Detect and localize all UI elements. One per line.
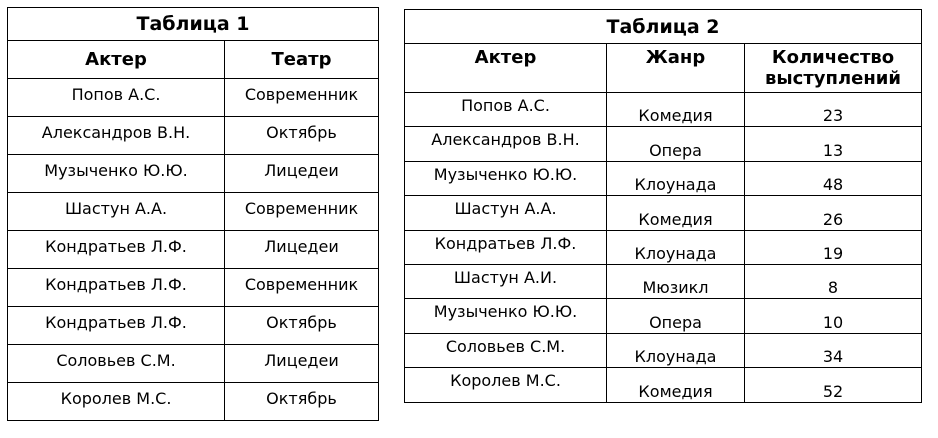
table-row bbox=[405, 196, 922, 230]
table-row bbox=[8, 117, 379, 155]
actor-cell: Попов А.С. bbox=[8, 79, 225, 117]
performances-cell: 8 bbox=[745, 264, 922, 298]
table-row bbox=[8, 79, 379, 117]
table2-header-genre: Жанр bbox=[607, 44, 745, 93]
actor-cell: Шастун А.И. bbox=[405, 264, 607, 298]
table2-header-actor: Актер bbox=[405, 44, 607, 93]
performances-cell: 48 bbox=[745, 161, 922, 195]
table-row bbox=[8, 383, 379, 421]
table-row bbox=[405, 264, 922, 298]
actors-genres-table bbox=[404, 9, 922, 403]
table-row bbox=[8, 231, 379, 269]
genre-cell: Комедия bbox=[607, 196, 745, 230]
performances-cell: 10 bbox=[745, 299, 922, 333]
actor-cell: Соловьев С.М. bbox=[8, 345, 225, 383]
actors-theatres-table bbox=[7, 7, 379, 421]
actor-cell: Музыченко Ю.Ю. bbox=[405, 161, 607, 195]
theatre-cell: Лицедеи bbox=[225, 155, 379, 193]
table-row bbox=[405, 333, 922, 367]
actor-cell: Шастун А.А. bbox=[8, 193, 225, 231]
theatre-cell: Октябрь bbox=[225, 117, 379, 155]
performances-cell: 19 bbox=[745, 230, 922, 264]
performances-cell: 52 bbox=[745, 368, 922, 402]
genre-cell: Комедия bbox=[607, 368, 745, 402]
genre-cell: Опера bbox=[607, 299, 745, 333]
table-row bbox=[8, 269, 379, 307]
performances-cell: 34 bbox=[745, 333, 922, 367]
actor-cell: Александров В.Н. bbox=[405, 127, 607, 161]
theatre-cell: Современник bbox=[225, 79, 379, 117]
genre-cell: Опера bbox=[607, 127, 745, 161]
table-row bbox=[8, 155, 379, 193]
table-row bbox=[405, 368, 922, 402]
actor-cell: Соловьев С.М. bbox=[405, 333, 607, 367]
table-row bbox=[8, 345, 379, 383]
genre-cell: Комедия bbox=[607, 93, 745, 127]
performances-cell: 26 bbox=[745, 196, 922, 230]
table1-header-theatre: Театр bbox=[225, 41, 379, 79]
genre-cell: Клоунада bbox=[607, 230, 745, 264]
table-row bbox=[405, 230, 922, 264]
performances-cell: 23 bbox=[745, 93, 922, 127]
actor-cell: Музыченко Ю.Ю. bbox=[405, 299, 607, 333]
theatre-cell: Октябрь bbox=[225, 383, 379, 421]
actor-cell: Королев М.С. bbox=[405, 368, 607, 402]
table-row bbox=[405, 161, 922, 195]
genre-cell: Мюзикл bbox=[607, 264, 745, 298]
table-row bbox=[405, 299, 922, 333]
actor-cell: Александров В.Н. bbox=[8, 117, 225, 155]
performances-cell: 13 bbox=[745, 127, 922, 161]
actor-cell: Кондратьев Л.Ф. bbox=[8, 269, 225, 307]
actor-cell: Кондратьев Л.Ф. bbox=[8, 307, 225, 345]
theatre-cell: Лицедеи bbox=[225, 345, 379, 383]
table2-body bbox=[405, 93, 922, 403]
actor-cell: Кондратьев Л.Ф. bbox=[405, 230, 607, 264]
table-row bbox=[405, 127, 922, 161]
table2-header-performances: Количество выступлений bbox=[745, 44, 922, 93]
actor-cell: Кондратьев Л.Ф. bbox=[8, 231, 225, 269]
actor-cell: Попов А.С. bbox=[405, 93, 607, 127]
genre-cell: Клоунада bbox=[607, 161, 745, 195]
theatre-cell: Современник bbox=[225, 269, 379, 307]
theatre-cell: Октябрь bbox=[225, 307, 379, 345]
actor-cell: Королев М.С. bbox=[8, 383, 225, 421]
table1-title: Таблица 1 bbox=[8, 8, 379, 41]
table-row bbox=[8, 307, 379, 345]
table-row bbox=[8, 193, 379, 231]
table1-header-actor: Актер bbox=[8, 41, 225, 79]
actor-cell: Музыченко Ю.Ю. bbox=[8, 155, 225, 193]
table1-body bbox=[8, 79, 379, 421]
table2-title: Таблица 2 bbox=[405, 10, 922, 44]
theatre-cell: Лицедеи bbox=[225, 231, 379, 269]
actor-cell: Шастун А.А. bbox=[405, 196, 607, 230]
theatre-cell: Современник bbox=[225, 193, 379, 231]
table-row bbox=[405, 93, 922, 127]
genre-cell: Клоунада bbox=[607, 333, 745, 367]
